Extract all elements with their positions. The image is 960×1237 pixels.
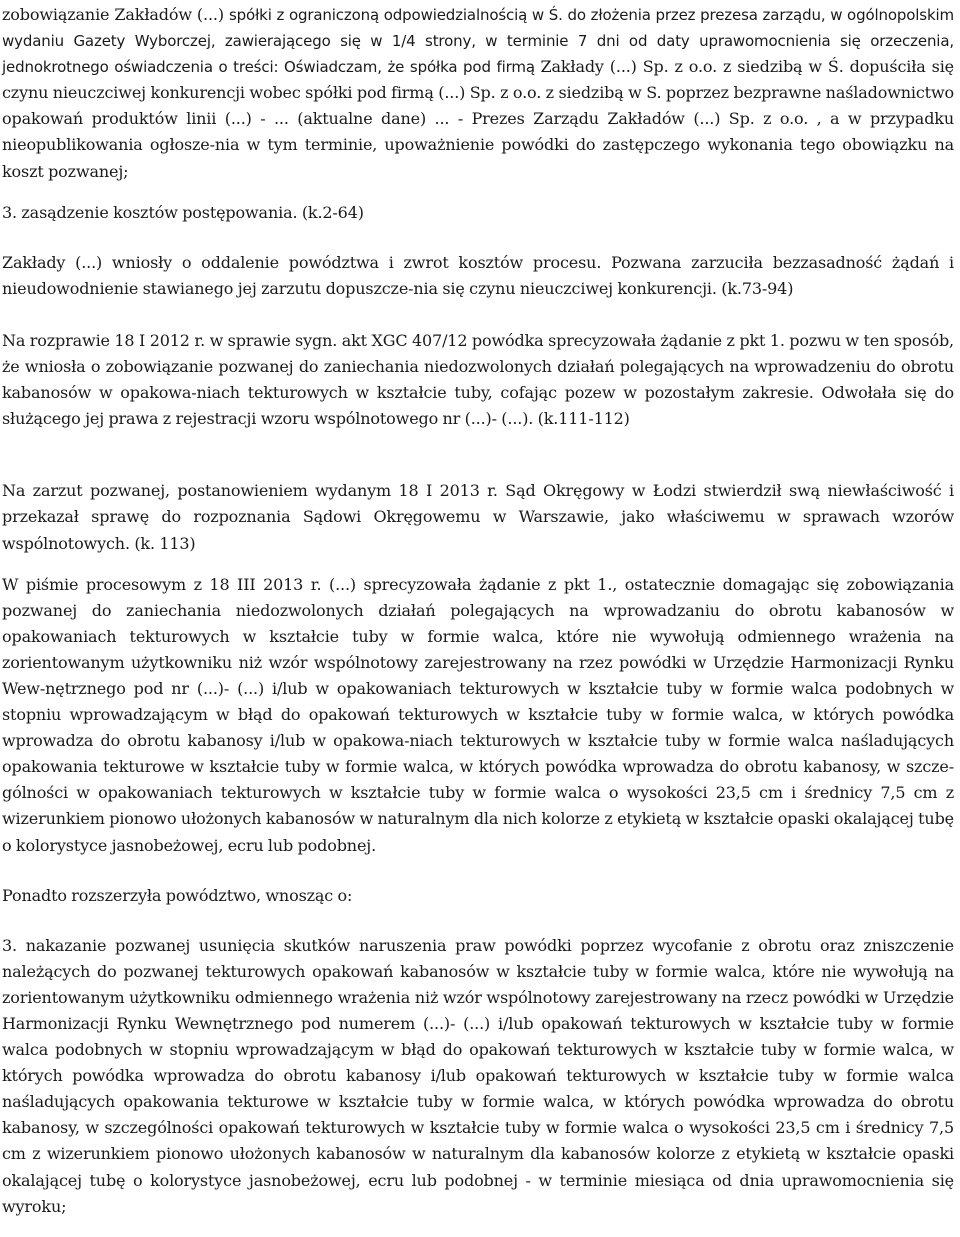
text-segment: Zakłady (...) Sp. z o.o. z siedzibą w Ś. dopuściła się czynu nieuczciwej konkurencji wobec spółki pod firmą (...) Sp. z o.o. z siedzibą w S. poprzez bezprawne naśladownictwo opakowań produktów linii (...) - ... (aktualne dane) ... - Prezes Zarządu Zakładów (...) Sp. z o.o. , a w przypadku nieopublikowania ogłosze-nia w tym terminie, upoważnienie powódki do zastępczego wykonania tego obowiązku na koszt pozwanej; [2, 57, 954, 181]
paragraph-hearing-2012: Na rozprawie 18 I 2012 r. w sprawie sygn. akt XGC 407/12 powódka sprecyzowała żądanie z pkt 1. pozwu w ten sposób, że wniosła o zobowiązanie pozwanej do zaniechania niedozwolonych działań polegających na wprowadzeniu do obrotu kabanosów w opakowa-niach tekturowych w kształcie tuby, cofając pozew w pozostałym zakresie. Odwołała się do służącego jej prawa z rejestracji wzoru wspólnotowego nr (...)- (...). (k.111-112) [2, 330, 954, 429]
paragraph-destruction-claim: 3. nakazanie pozwanej usunięcia skutków naruszenia praw powódki poprzez wycofanie z obrotu oraz zniszczenie należących do pozwanej tekturowych opakowań kabanosów w kształcie tuby w formie walca, które nie wywołują na zorientowanym użytkowniku odmiennego wrażenia niż wzór wspólnotowy zarejestrowany na rzecz powódki w Urzędzie Harmonizacji Rynku Wewnętrznego pod numerem (...)- (...) i/lub opakowań tekturowych w kształcie tuby w formie walca podobnych w stopniu wprowadzającym w błąd do opakowań tekturowych w kształcie tuby w formie walca, w których powódka wprowadza do obrotu kabanosy i/lub opakowań tekturowych w kształcie tuby w formie walca naśladujących opakowania tekturowe w kształcie tuby w formie walca, w których powódka wprowadza do obrotu kabanosy, w szczególności opakowań tekturowych w kształcie tuby w formie walca o wysokości 23,5 cm i średnicy 7,5 cm z wizerunkiem pionowo ułożonych kabanosów w naturalnym dla kabanosów kolorze z etykietą w kształcie opaski okalającej tubę o kolorystyce jasnobeżowej, ecru lub podobnej - w terminie miesiąca od dnia uprawomocnienia się wyroku; [2, 935, 954, 1216]
paragraph-extension-intro: Ponadto rozszerzyła powództwo, wnosząc o: [2, 885, 353, 905]
paragraph-defendant-response: Zakłady (...) wniosły o oddalenie powództwa i zwrot kosztów procesu. Pozwana zarzuciła bezzasadność żądań i nieudowodnienie stawianego jej zarzutu dopuszcze-nia się czynu nieuczciwej konkurencji. (k.73-94) [2, 252, 954, 298]
paragraph-publication-order [2, 2, 954, 185]
text-segment: zobowiązanie Zakładów (...) [2, 5, 229, 24]
paragraph-court-transfer: Na zarzut pozwanej, postanowieniem wydanym 18 I 2013 r. Sąd Okręgowy w Łodzi stwierdził swą niewłaściwość i przekazał sprawę do rozpoznania Sądowi Okręgowemu w Warszawie, jako właściwemu w sprawach wzorów wspólnotowych. (k. 113) [2, 481, 954, 553]
text-segment-sans: spółki z ograniczoną odpowiedzialnością w Ś. do złożenia przez prezesa zarządu, w ogólnopolskim wydaniu Gazety Wyborczej, zawierającego się w 1/4 strony, w terminie 7 dni od daty uprawomocnienia się orzeczenia, jednokrotnego oświadczenia o treści: Oświadczam, że spółka pod firmą [2, 6, 954, 77]
paragraph-costs-claim: 3. zasądzenie kosztów postępowania. (k.2-64) [2, 202, 364, 222]
paragraph-pleading-2013: W piśmie procesowym z 18 III 2013 r. (...) sprecyzowała żądanie z pkt 1., ostatecznie domagając się zobowiązania pozwanej do zaniechania niedozwolonych działań polegających na wprowadzaniu do obrotu kabanosów w opakowaniach tekturowych w kształcie tuby w formie walca, które nie wywołują odmiennego wrażenia na zorientowanym użytkowniku niż wzór wspólnotowy zarejestrowany na rzez powódki w Urzędzie Harmonizacji Rynku Wew-nętrznego pod nr (...)- (...) i/lub w opakowaniach tekturowych w kształcie tuby w formie walca podobnych w stopniu wprowadzającym w błąd do opakowań tekturowych w kształcie tuby w formie walca, w których powódka wprowadza do obrotu kabanosy i/lub w opakowa-niach tekturowych w kształcie tuby w formie walca naśladujących opakowania tekturowe w kształcie tuby w formie walca, w których powódka wprowadza do obrotu kabanosy, w szcze-gólności w opakowaniach tekturowych w kształcie tuby w formie walca o wysokości 23,5 cm i średnicy 7,5 cm z wizerunkiem pionowo ułożonych kabanosów w naturalnym dla nich kolorze z etykietą w kształcie opaski okalającej tubę o kolorystyce jasnobeżowej, ecru lub podobnej. [2, 574, 954, 855]
